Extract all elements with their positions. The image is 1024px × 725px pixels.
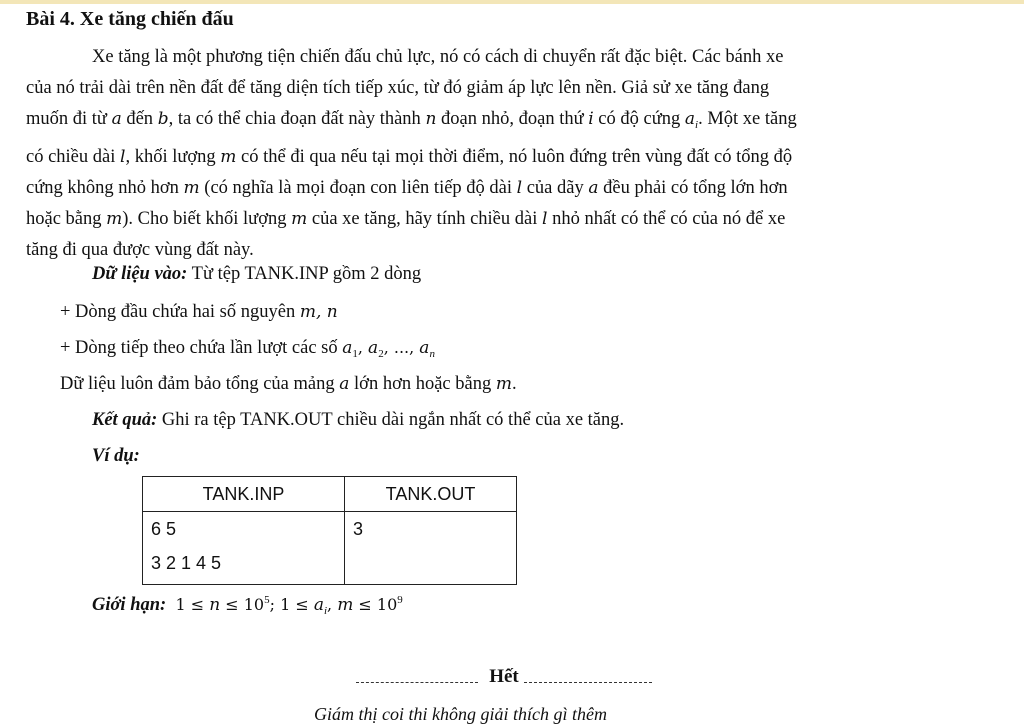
math-exponent: 9: [397, 594, 403, 606]
footer-note: Giám thị coi thi không giải thích gì thêm: [314, 704, 607, 724]
statement-text: (có nghĩa là mọi đoạn con liên tiếp độ dài: [199, 177, 517, 198]
math-subscript: n: [429, 348, 435, 360]
table-header-out: TANK.OUT: [345, 477, 517, 512]
statement-text: có độ cứng: [593, 109, 685, 130]
statement-text: đến: [121, 109, 158, 130]
problem-statement: [26, 42, 986, 266]
statement-text: , khối lượng: [125, 146, 221, 167]
statement-text: có chiều dài: [26, 146, 120, 167]
out-line: 3: [353, 519, 364, 539]
math-variable: a: [313, 595, 324, 615]
statement-text: đoạn nhỏ, đoạn thứ: [436, 109, 589, 130]
math-separator: , ...,: [383, 338, 420, 357]
math-variable: l: [120, 146, 126, 167]
math-variable: l: [516, 177, 523, 198]
math-text: 1 ≤: [175, 595, 210, 614]
math-variable: m: [220, 146, 237, 167]
math-variable: l: [542, 209, 548, 230]
statement-text: nhỏ nhất có thể có của nó để xe: [547, 209, 786, 230]
math-variable: m: [495, 374, 512, 394]
math-text: ,: [327, 595, 338, 614]
guarantee-text: Dữ liệu luôn đảm bảo tổng của mảng: [60, 374, 340, 394]
math-variable: a: [588, 177, 599, 198]
output-text: Ghi ra tệp TANK.OUT chiều dài ngắn nhất có thể của xe tăng.: [157, 410, 625, 430]
example-label-text: Ví dụ:: [92, 446, 140, 466]
input-guarantee: [60, 374, 517, 395]
math-variable: m: [183, 177, 200, 198]
end-divider-right: [524, 682, 652, 683]
math-subscript: 2: [378, 348, 384, 360]
table-cell-out: [345, 512, 517, 585]
input-line-2: [60, 338, 435, 360]
math-variable: i: [588, 109, 594, 130]
statement-text: của nó trải dài trên nền đất để tăng diện tích tiếp xúc, từ đó giảm áp lực lên nền. Giả sử xe tăng đang: [26, 78, 770, 99]
math-subscript: i: [695, 119, 699, 132]
input-label: Dữ liệu vào:: [92, 264, 188, 284]
input-spec: [92, 264, 421, 285]
statement-line: [26, 235, 986, 266]
table-header-inp: TANK.INP: [143, 477, 345, 512]
example-table: [142, 476, 517, 585]
math-variable: n: [425, 109, 437, 130]
math-subscript: 1: [352, 348, 358, 360]
statement-text: . Một xe tăng: [698, 109, 797, 130]
statement-text: của dãy: [522, 177, 589, 198]
statement-line: [26, 204, 986, 235]
input-line-text: + Dòng tiếp theo chứa lần lượt các số: [60, 338, 343, 358]
statement-text: , ta có thể chia đoạn đất này thành: [168, 109, 426, 130]
math-text: ≤ 10: [353, 595, 398, 614]
statement-line: [26, 104, 986, 141]
input-text: Từ tệp TANK.INP gồm 2 dòng: [187, 264, 422, 284]
math-variable: m: [337, 595, 354, 615]
limits: [92, 594, 403, 617]
math-variable: a: [111, 109, 122, 130]
statement-text: đều phải có tổng lớn hơn: [598, 177, 788, 198]
statement-text: cứng không nhỏ hơn: [26, 177, 184, 198]
example-label: [92, 446, 140, 467]
math-separator: ,: [357, 338, 369, 357]
statement-text: ). Cho biết khối lượng: [122, 209, 292, 230]
math-variable: b: [157, 109, 169, 130]
output-label: Kết quả:: [92, 410, 158, 430]
statement-line: [26, 142, 986, 173]
limits-label: Giới hạn:: [92, 595, 167, 615]
inp-line: 6 5: [151, 519, 177, 539]
statement-text: hoặc bằng: [26, 209, 107, 230]
math-exponent: 5: [264, 594, 270, 606]
math-text: ≤ 10: [220, 595, 265, 614]
problem-title: Bài 4. Xe tăng chiến đấu: [26, 8, 234, 30]
statement-text: có thể đi qua nếu tại mọi thời điểm, nó luôn đứng trên vùng đất có tổng độ: [236, 146, 793, 167]
math-variable: a: [368, 338, 379, 358]
statement-line: [26, 173, 986, 204]
guarantee-text: lớn hơn hoặc bằng: [349, 374, 496, 394]
end-marker: Hết: [489, 666, 519, 687]
math-variable: n: [209, 595, 221, 615]
table-row: [143, 512, 517, 585]
guarantee-text: .: [511, 374, 517, 394]
input-line-1: [60, 302, 338, 323]
math-variable: m: [291, 209, 308, 230]
math-variable: m: [106, 209, 123, 230]
input-line-text: + Dòng đầu chứa hai số nguyên: [60, 302, 300, 322]
inp-line: 3 2 1 4 5: [151, 553, 222, 573]
math-subscript: i: [323, 605, 328, 617]
statement-text: của xe tăng, hãy tính chiều dài: [307, 209, 542, 230]
statement-line: [26, 73, 986, 104]
math-variable: a: [419, 338, 430, 358]
table-cell-inp: [143, 512, 345, 585]
statement-text: Xe tăng là một phương tiện chiến đấu chủ lực, nó có cách di chuyển rất đặc biệt. Các bánh xe: [92, 47, 784, 67]
math-variable: m, n: [299, 302, 338, 322]
math-variable: a: [339, 374, 350, 394]
statement-text: muốn đi từ: [26, 109, 112, 130]
math-text: ; 1 ≤: [269, 595, 314, 614]
statement-text: tăng đi qua được vùng đất này.: [26, 240, 254, 261]
table-header-row: [143, 477, 517, 512]
output-spec: [92, 410, 624, 431]
math-variable: a: [342, 338, 353, 358]
math-variable: a: [684, 109, 696, 130]
statement-line: [26, 42, 986, 73]
